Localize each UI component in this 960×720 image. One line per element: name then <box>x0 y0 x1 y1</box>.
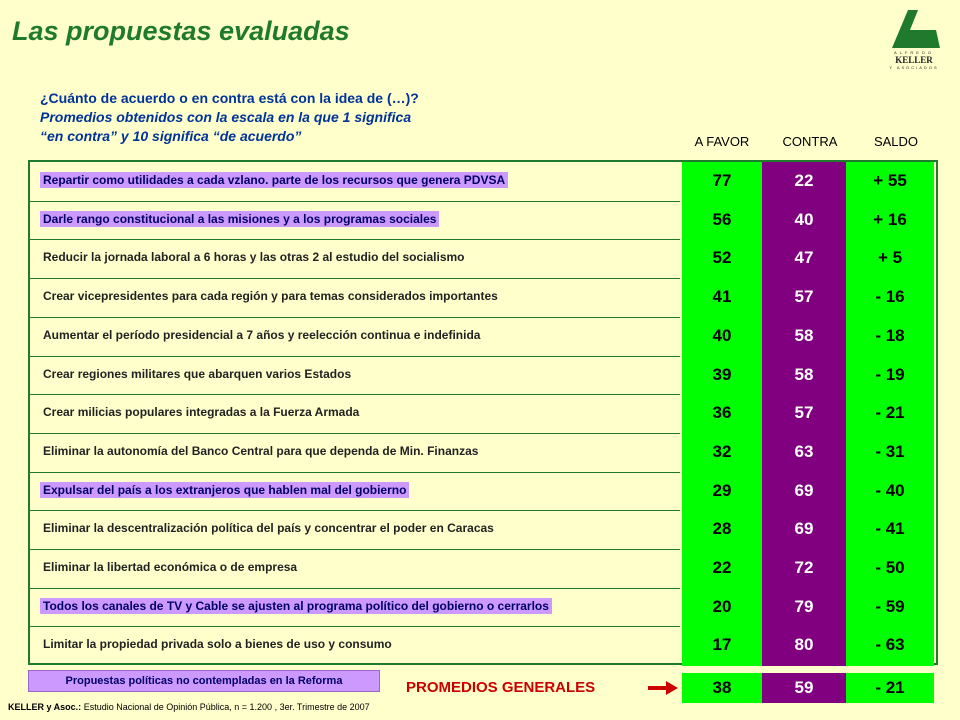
proposal-label: Aumentar el período presidencial a 7 años y reelección continua e indefinida <box>43 327 481 342</box>
keller-logo <box>878 8 950 70</box>
value-contra: 57 <box>794 403 814 423</box>
survey-question <box>40 89 510 146</box>
column-header-saldo: SALDO <box>873 134 919 149</box>
value-contra: 58 <box>794 364 814 384</box>
column-header-contra: CONTRA <box>782 134 838 149</box>
row-separator <box>30 317 680 318</box>
row-separator <box>30 394 680 395</box>
proposal-label: Crear milicias populares integradas a la Fuerza Armada <box>43 405 360 420</box>
value-saldo: - 21 <box>875 403 905 423</box>
value-contra: 72 <box>794 558 814 577</box>
value-saldo: - 50 <box>875 558 905 577</box>
value-saldo: + 5 <box>877 248 903 268</box>
row-separator <box>30 626 680 627</box>
average-contra-value: 59 <box>794 678 814 697</box>
value-favor: 17 <box>712 635 732 655</box>
proposal-label: Eliminar la descentralización política del país y concentrar el poder en Caracas <box>43 521 494 536</box>
arrow-right-icon <box>648 681 678 695</box>
value-saldo: - 18 <box>875 325 905 345</box>
value-saldo: - 41 <box>875 519 905 539</box>
proposal-label: Crear vicepresidentes para cada región y para temas considerados importantes <box>43 289 498 304</box>
value-favor: 77 <box>712 171 732 190</box>
source-footer <box>8 702 370 712</box>
row-separator <box>30 433 680 434</box>
proposal-label: Expulsar del país a los extranjeros que hablen mal del gobierno <box>40 482 409 498</box>
value-contra: 22 <box>794 171 814 190</box>
proposal-label: Darle rango constitucional a las misiones y a los programas sociales <box>40 211 439 227</box>
value-favor: 20 <box>712 596 732 616</box>
logo-sub-text: Y ASOCIADOS <box>889 65 939 70</box>
logo-name-text: KELLER <box>895 55 933 65</box>
row-separator <box>30 588 680 589</box>
value-saldo: + 55 <box>873 171 907 190</box>
proposal-label: Reducir la jornada laboral a 6 horas y las otras 2 al estudio del socialismo <box>43 250 465 265</box>
page-title: Las propuestas evaluadas <box>12 16 350 46</box>
value-favor: 39 <box>712 364 732 384</box>
value-contra: 47 <box>794 248 814 268</box>
proposal-label: Crear regiones militares que abarquen varios Estados <box>43 366 352 381</box>
value-contra: 63 <box>794 441 814 461</box>
value-favor: 32 <box>712 441 732 461</box>
value-saldo: - 19 <box>875 364 905 384</box>
average-saldo-value: - 21 <box>875 678 905 697</box>
proposal-label: Todos los canales de TV y Cable se ajusten al programa político del gobierno o cerrarlos <box>40 598 552 614</box>
value-contra: 79 <box>794 596 814 616</box>
value-saldo: - 40 <box>875 480 905 500</box>
row-separator <box>30 549 680 550</box>
average-label: PROMEDIOS GENERALES <box>406 679 596 696</box>
value-saldo: - 31 <box>875 441 905 461</box>
legend-highlight-note: Propuestas políticas no contempladas en la Reforma <box>28 670 380 692</box>
average-favor-value: 38 <box>712 678 732 697</box>
row-separator <box>30 239 680 240</box>
value-saldo: - 16 <box>875 287 905 307</box>
value-favor: 22 <box>712 558 732 577</box>
value-favor: 40 <box>712 325 732 345</box>
row-separator <box>30 472 680 473</box>
proposal-label: Eliminar la libertad económica o de empresa <box>43 560 298 574</box>
logo-top-text: ALFREDO <box>894 50 934 55</box>
row-separator <box>30 201 680 202</box>
row-separator <box>30 510 680 511</box>
footer-source-label: KELLER y Asoc.: <box>8 702 82 712</box>
value-favor: 36 <box>712 403 732 423</box>
column-header-favor: A FAVOR <box>694 134 750 149</box>
value-saldo: - 63 <box>875 635 905 655</box>
value-favor: 28 <box>712 519 732 539</box>
question-line-3: “en contra” y 10 significa “de acuerdo” <box>40 128 302 144</box>
value-contra: 80 <box>794 635 814 655</box>
value-saldo: - 59 <box>875 596 905 616</box>
proposal-label: Repartir como utilidades a cada vzlano. parte de los recursos que genera PDVSA <box>40 172 508 188</box>
value-favor: 52 <box>712 248 732 268</box>
proposal-label: Limitar la propiedad privada solo a bienes de uso y consumo <box>43 637 392 652</box>
value-contra: 69 <box>794 480 814 500</box>
value-favor: 56 <box>712 209 732 229</box>
value-contra: 58 <box>794 325 814 345</box>
question-line-2: Promedios obtenidos con la escala en la que 1 significa <box>40 109 412 125</box>
footer-source-text: Estudio Nacional de Opinión Pública, n = 1.200 , 3er. Trimestre de 2007 <box>81 702 370 712</box>
value-favor: 29 <box>712 480 732 500</box>
value-favor: 41 <box>712 287 732 307</box>
value-contra: 57 <box>794 287 814 307</box>
proposal-label: Eliminar la autonomía del Banco Central para que dependa de Min. Finanzas <box>43 443 479 458</box>
row-separator <box>30 278 680 279</box>
question-line-1: ¿Cuánto de acuerdo o en contra está con la idea de (…)? <box>40 90 419 106</box>
row-separator <box>30 356 680 357</box>
value-contra: 40 <box>794 209 814 229</box>
value-saldo: + 16 <box>873 209 907 229</box>
keller-logo-icon <box>888 8 940 48</box>
value-contra: 69 <box>794 519 814 539</box>
